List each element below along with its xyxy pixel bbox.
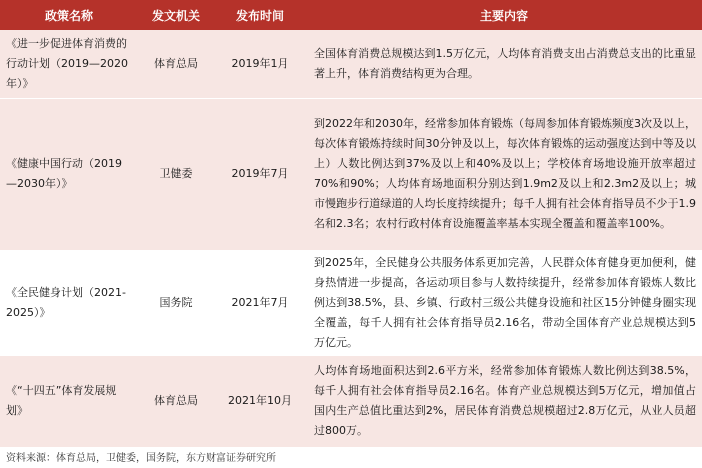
main-content <box>306 98 702 250</box>
release-date: 2021年10月 <box>214 355 306 447</box>
issuer: 卫健委 <box>138 98 214 250</box>
main-content <box>306 250 702 355</box>
table-header-row <box>0 0 702 30</box>
release-date: 2021年7月 <box>214 250 306 355</box>
policy-name: 《进一步促进体育消费的行动计划（2019—2020年）》 <box>0 30 138 98</box>
issuer: 体育总局 <box>138 30 214 98</box>
issuer: 国务院 <box>138 250 214 355</box>
policy-name: 《健康中国行动（2019—2030年）》 <box>0 98 138 250</box>
table-row <box>0 98 702 250</box>
content-text: 到2022年和2030年，经常参加体育锻炼（每周参加体育锻炼频度3次及以上，每次体育锻炼持续时间30分钟及以上，每次体育锻炼的运动强度达到中等及以上）人数比例达到37%及以上和40%及以上；学校体育场地设施开放率超过70%和90%；人均体育场地面积分别达到1.9m2及以上和2.3m2及以上；城市慢跑步行道绿道的人均长度持续提升；每千人拥有社会体育指导员不少于1.9名和2.3名；农村行政村体育设施覆盖率基本实现全覆盖和覆盖率100%。 <box>314 117 696 230</box>
content-text: 人均体育场地面积达到2.6平方米，经常参加体育锻炼人数比例达到38.5%，每千人拥有社会体育指导员2.16名。体育产业总规模达到5万亿元，增加值占国内生产总值比重达到2%，居民体育消费总规模超过2.8万亿元，从业人员超过800万。 <box>314 364 696 437</box>
source-note: 资料来源：体育总局，卫健委，国务院，东方财富证券研究所 <box>6 453 276 464</box>
release-date: 2019年1月 <box>214 30 306 98</box>
header-issuer: 发文机关 <box>138 0 214 30</box>
header-policy-name: 政策名称 <box>0 0 138 30</box>
header-date: 发布时间 <box>214 0 306 30</box>
header-content: 主要内容 <box>306 0 702 30</box>
policy-name: 《全民健身计划（2021-2025）》 <box>0 250 138 355</box>
content-text: 全国体育消费总规模达到1.5万亿元，人均体育消费支出占消费总支出的比重显著上升，体育消费结构更为合理。 <box>314 46 696 80</box>
main-content <box>306 355 702 447</box>
table-row <box>0 30 702 98</box>
issuer: 体育总局 <box>138 355 214 447</box>
release-date: 2019年7月 <box>214 98 306 250</box>
content-text: 到2025年，全民健身公共服务体系更加完善，人民群众体育健身更加便利，健身热情进一步提高，各运动项目参与人数持续提升，经常参加体育锻炼人数比例达到38.5%，县、乡镇、行政村三级公共健身设施和社区15分钟健身圈实现全覆盖，每千人拥有社会体育指导员2.16名，带动全国体育产业总规模达到5万亿元。 <box>314 255 696 349</box>
table-row <box>0 250 702 355</box>
policy-name: 《“十四五”体育发展规划》 <box>0 355 138 447</box>
table-row <box>0 355 702 447</box>
main-content <box>306 30 702 98</box>
